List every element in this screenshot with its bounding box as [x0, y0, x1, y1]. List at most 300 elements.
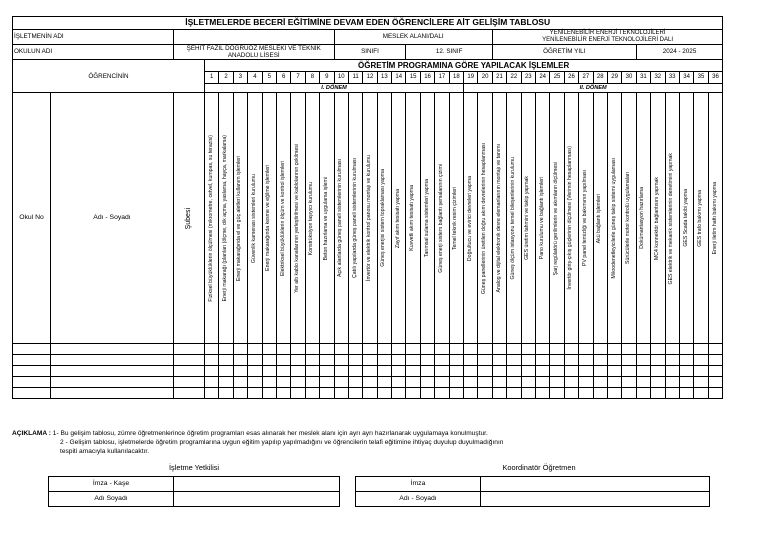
- skill-label: Enerji iletim hattı bakımı yapma: [711, 182, 718, 255]
- skill-header: [636, 93, 650, 344]
- skill-cell[interactable]: [564, 366, 578, 377]
- skill-cell[interactable]: [291, 366, 305, 377]
- skill-label: Yer altı kablo kanallarının yerleştirilmesi ve kablolarının çekilmesi: [294, 143, 301, 293]
- skill-cell[interactable]: [507, 388, 521, 399]
- program-label: ÖĞRETİM PROGRAMINA GÖRE YAPILACAK İŞLEMLER: [205, 60, 723, 72]
- skill-cell[interactable]: [708, 366, 723, 377]
- skill-cell[interactable]: [248, 377, 262, 388]
- skill-cell[interactable]: [392, 388, 406, 399]
- skill-cell[interactable]: [507, 344, 521, 355]
- skill-cell[interactable]: [320, 377, 334, 388]
- skill-cell[interactable]: [636, 355, 650, 366]
- skill-cell[interactable]: [205, 377, 219, 388]
- skill-cell[interactable]: [535, 377, 549, 388]
- skill-cell[interactable]: [708, 355, 723, 366]
- skill-header: [708, 93, 723, 344]
- skill-number: 11: [348, 72, 362, 84]
- development-table: [12, 16, 723, 399]
- skill-cell[interactable]: [205, 366, 219, 377]
- skill-cell[interactable]: [435, 355, 449, 366]
- skill-label: Doğrultucu ve evirici devreleri yapma: [466, 175, 473, 261]
- skill-cell[interactable]: [492, 366, 506, 377]
- skill-cell[interactable]: [392, 366, 406, 377]
- skill-header: [651, 93, 665, 344]
- skill-label: Şarj regülatörü gerilimlerin ve akımların ölçülmesi: [553, 161, 560, 275]
- skill-header: [420, 93, 434, 344]
- note-line2: 2 - Gelişim tablosu, işletmelerde öğretim programlarına uygun eğitim yapılıp yapılmadığını ve öğrencilerin telafi eğitimine ihtiyaç duyulup duyulmadığının: [60, 438, 504, 446]
- skill-cell[interactable]: [219, 355, 233, 366]
- skill-cell[interactable]: [665, 344, 679, 355]
- skill-cell[interactable]: [694, 344, 708, 355]
- skill-number: 29: [607, 72, 621, 84]
- skill-cell[interactable]: [651, 344, 665, 355]
- skill-cell[interactable]: [521, 388, 535, 399]
- skill-cell[interactable]: [478, 366, 492, 377]
- skill-cell[interactable]: [651, 366, 665, 377]
- skill-label: Tarımsal sulama sistemleri yapma: [423, 179, 430, 258]
- skill-number: 19: [464, 72, 478, 84]
- isletme-ad-field[interactable]: [174, 492, 340, 507]
- skill-cell[interactable]: [377, 377, 391, 388]
- skill-cell[interactable]: [636, 344, 650, 355]
- skill-cell[interactable]: [535, 366, 549, 377]
- skill-header: [679, 93, 693, 344]
- skill-cell[interactable]: [334, 344, 348, 355]
- skill-cell[interactable]: [535, 355, 549, 366]
- skill-cell[interactable]: [363, 355, 377, 366]
- koordinator-signature-table: [355, 476, 710, 507]
- meslek-alani-label: MESLEK ALANI/DALI: [334, 30, 492, 45]
- skill-label: Pano kurulumu ve bağlantı işlemleri: [538, 177, 545, 260]
- skill-header: [205, 93, 219, 344]
- skill-cell[interactable]: [708, 388, 723, 399]
- skill-cell[interactable]: [535, 388, 549, 399]
- skill-cell[interactable]: [420, 377, 434, 388]
- sube-cell[interactable]: [174, 344, 205, 355]
- skill-cell[interactable]: [219, 377, 233, 388]
- okul-value: ŞEHİT FAZIL DOĞRUÖZ MESLEKİ VE TEKNİK ANADOLU LİSESİ: [174, 44, 335, 59]
- skill-cell[interactable]: [679, 388, 693, 399]
- skill-header: [262, 93, 276, 344]
- skill-cell[interactable]: [219, 388, 233, 399]
- skill-cell[interactable]: [492, 344, 506, 355]
- skill-number: 18: [449, 72, 463, 84]
- skill-header: [406, 93, 420, 344]
- skill-header: [449, 93, 463, 344]
- skill-cell[interactable]: [262, 355, 276, 366]
- skill-cell[interactable]: [233, 366, 247, 377]
- skill-cell[interactable]: [320, 355, 334, 366]
- meslek-alani-line1: YENİLENEBİLİR ENERJİ TEKNOLOJİLERİ: [549, 30, 666, 36]
- skill-header: [694, 93, 708, 344]
- skill-cell[interactable]: [305, 388, 319, 399]
- skill-number: 14: [392, 72, 406, 84]
- skill-cell[interactable]: [579, 366, 593, 377]
- skill-cell[interactable]: [406, 344, 420, 355]
- skill-label: İnvertör ve elektrik kontrol panosu montajı ve kurulumu: [366, 155, 372, 282]
- skill-number: 20: [478, 72, 492, 84]
- skill-label: PV panel temizliği ve bakımının yapılması: [581, 170, 588, 267]
- skill-cell[interactable]: [636, 377, 650, 388]
- skill-cell[interactable]: [535, 344, 549, 355]
- okul-no-cell[interactable]: [13, 355, 51, 366]
- subesi-label: Şubesi: [184, 207, 192, 229]
- skill-cell[interactable]: [406, 388, 420, 399]
- sube-cell[interactable]: [174, 355, 205, 366]
- skill-cell[interactable]: [564, 388, 578, 399]
- skill-cell[interactable]: [593, 366, 607, 377]
- skill-cell[interactable]: [665, 366, 679, 377]
- skill-header: [348, 93, 362, 344]
- skill-cell[interactable]: [377, 388, 391, 399]
- skill-cell[interactable]: [579, 377, 593, 388]
- skill-cell[interactable]: [607, 355, 621, 366]
- student-row: [13, 355, 723, 366]
- skill-number: 22: [507, 72, 521, 84]
- skill-label: Zayıf akım tesisatı yapma: [394, 188, 401, 248]
- skill-number: 16: [420, 72, 434, 84]
- isletme-imza-field[interactable]: [174, 477, 340, 492]
- skill-cell[interactable]: [435, 344, 449, 355]
- skill-cell[interactable]: [420, 366, 434, 377]
- skill-cell[interactable]: [651, 388, 665, 399]
- note-line3: tespiti amacıyla kullanılacaktır.: [60, 447, 150, 455]
- skill-cell[interactable]: [276, 377, 290, 388]
- skill-cell[interactable]: [291, 355, 305, 366]
- skill-cell[interactable]: [492, 355, 506, 366]
- skill-cell[interactable]: [449, 388, 463, 399]
- skill-header: [464, 93, 478, 344]
- ad-soyad-cell[interactable]: [51, 388, 174, 399]
- skill-cell[interactable]: [377, 344, 391, 355]
- skill-number: 3: [233, 72, 247, 84]
- skill-number: 4: [248, 72, 262, 84]
- okul-no-cell[interactable]: [13, 366, 51, 377]
- skill-cell[interactable]: [507, 377, 521, 388]
- skill-number: 10: [334, 72, 348, 84]
- skill-cell[interactable]: [305, 344, 319, 355]
- skill-cell[interactable]: [622, 344, 636, 355]
- skill-cell[interactable]: [550, 344, 564, 355]
- skill-label: MC4 konnektör bağlantısını yapmak: [653, 176, 660, 260]
- skill-cell[interactable]: [507, 366, 521, 377]
- skill-cell[interactable]: [233, 344, 247, 355]
- skill-number: 34: [679, 72, 693, 84]
- skill-label: Açık alanlarda güneş paneli sistemlerinin kurulması: [337, 159, 344, 278]
- skill-header: [521, 93, 535, 344]
- skill-cell[interactable]: [679, 377, 693, 388]
- koordinator-imza-field[interactable]: [481, 477, 710, 492]
- skill-cell[interactable]: [694, 377, 708, 388]
- skill-cell[interactable]: [449, 377, 463, 388]
- skill-cell[interactable]: [435, 377, 449, 388]
- skill-cell[interactable]: [392, 377, 406, 388]
- skill-label: Güneş panellerinin üretilen doğru akım devrelerinin hesaplanması: [481, 142, 488, 294]
- skill-cell[interactable]: [205, 355, 219, 366]
- ad-soyad-cell[interactable]: [51, 377, 174, 388]
- skill-cell[interactable]: [435, 366, 449, 377]
- skill-cell[interactable]: [377, 366, 391, 377]
- skill-cell[interactable]: [248, 388, 262, 399]
- skill-number: 30: [622, 72, 636, 84]
- skill-cell[interactable]: [708, 377, 723, 388]
- skill-label: Mikrodenetleyicilerle güneş takip sistemi uygulaması: [610, 157, 617, 279]
- skill-cell[interactable]: [708, 344, 723, 355]
- skill-cell[interactable]: [320, 344, 334, 355]
- skill-number: 6: [276, 72, 290, 84]
- skill-cell[interactable]: [665, 355, 679, 366]
- skill-cell[interactable]: [607, 344, 621, 355]
- skill-cell[interactable]: [464, 355, 478, 366]
- koordinator-ad-field[interactable]: [481, 492, 710, 507]
- skill-cell[interactable]: [579, 355, 593, 366]
- skill-cell[interactable]: [435, 388, 449, 399]
- skill-cell[interactable]: [420, 388, 434, 399]
- skill-header: [507, 93, 521, 344]
- skill-header: [320, 93, 334, 344]
- note-block: [12, 430, 752, 457]
- skill-number: 13: [377, 72, 391, 84]
- skill-cell[interactable]: [262, 344, 276, 355]
- isletme-value[interactable]: [174, 30, 335, 45]
- skill-cell[interactable]: [550, 388, 564, 399]
- skill-cell[interactable]: [665, 388, 679, 399]
- skill-cell[interactable]: [348, 388, 362, 399]
- skill-cell[interactable]: [622, 355, 636, 366]
- skill-label: GES trafo bakımı yapma: [696, 189, 703, 247]
- skill-label: Güneş enerji sistem bağlantı şemalarının çizimi: [437, 163, 444, 273]
- skill-number: 32: [651, 72, 665, 84]
- skill-label: Temel teknik resim çizimleri: [452, 186, 459, 250]
- skill-cell[interactable]: [478, 344, 492, 355]
- donem-2-label: II. DÖNEM: [464, 84, 723, 93]
- skill-number: 9: [320, 72, 334, 84]
- skill-cell[interactable]: [564, 377, 578, 388]
- skill-cell[interactable]: [492, 377, 506, 388]
- skill-cell[interactable]: [305, 377, 319, 388]
- student-row: [13, 344, 723, 355]
- skill-cell[interactable]: [262, 366, 276, 377]
- skill-label: GES Scada takibi yapma: [682, 189, 689, 248]
- skill-number: 5: [262, 72, 276, 84]
- isletme-imza-label: İmza - Kaşe: [49, 477, 174, 492]
- skill-header: [564, 93, 578, 344]
- skill-cell[interactable]: [363, 344, 377, 355]
- skill-cell[interactable]: [348, 377, 362, 388]
- skill-cell[interactable]: [392, 355, 406, 366]
- skill-header: [377, 93, 391, 344]
- skill-cell[interactable]: [233, 377, 247, 388]
- skill-cell[interactable]: [276, 388, 290, 399]
- skill-cell[interactable]: [363, 388, 377, 399]
- skill-cell[interactable]: [651, 377, 665, 388]
- skill-cell[interactable]: [276, 366, 290, 377]
- skill-header: [233, 93, 247, 344]
- skill-cell[interactable]: [694, 388, 708, 399]
- skill-cell[interactable]: [694, 355, 708, 366]
- skill-cell[interactable]: [276, 344, 290, 355]
- isletme-yetkilisi-title: İşletme Yetkilisi: [168, 463, 220, 472]
- skill-label: GES elektrik ve mekanik sistemlerinin denetimini yapmak: [668, 152, 675, 284]
- skill-cell[interactable]: [205, 344, 219, 355]
- donem-1-label: I. DÖNEM: [205, 84, 464, 93]
- skill-cell[interactable]: [420, 355, 434, 366]
- skill-cell[interactable]: [406, 366, 420, 377]
- skill-cell[interactable]: [550, 366, 564, 377]
- skill-cell[interactable]: [593, 377, 607, 388]
- ad-soyad-cell[interactable]: [51, 355, 174, 366]
- skill-cell[interactable]: [233, 355, 247, 366]
- skill-cell[interactable]: [248, 355, 262, 366]
- isletme-signature-table: [48, 476, 340, 507]
- skill-cell[interactable]: [276, 355, 290, 366]
- okul-no-cell[interactable]: [13, 377, 51, 388]
- sube-cell[interactable]: [174, 377, 205, 388]
- skill-cell[interactable]: [636, 388, 650, 399]
- skill-cell[interactable]: [464, 388, 478, 399]
- skill-cell[interactable]: [291, 377, 305, 388]
- meslek-alani-value: [492, 30, 723, 45]
- skill-cell[interactable]: [406, 377, 420, 388]
- skill-cell[interactable]: [205, 388, 219, 399]
- ad-soyad-cell[interactable]: [51, 344, 174, 355]
- skill-cell[interactable]: [363, 366, 377, 377]
- skill-cell[interactable]: [305, 366, 319, 377]
- skill-header: [607, 93, 621, 344]
- skill-number: 28: [593, 72, 607, 84]
- skill-label: İnvertör giriş-çıkış güçlerinin ölçülmesi (Verimin hesaplanması): [567, 146, 574, 291]
- skill-cell[interactable]: [420, 344, 434, 355]
- skill-cell[interactable]: [564, 355, 578, 366]
- skill-cell[interactable]: [363, 377, 377, 388]
- skill-cell[interactable]: [449, 355, 463, 366]
- skill-cell[interactable]: [464, 377, 478, 388]
- skill-cell[interactable]: [622, 377, 636, 388]
- skill-cell[interactable]: [449, 344, 463, 355]
- skill-cell[interactable]: [521, 355, 535, 366]
- skill-cell[interactable]: [521, 377, 535, 388]
- subesi-header: [174, 93, 205, 344]
- skill-cell[interactable]: [464, 344, 478, 355]
- skill-header: [593, 93, 607, 344]
- skill-cell[interactable]: [348, 366, 362, 377]
- skill-cell[interactable]: [392, 344, 406, 355]
- skill-cell[interactable]: [622, 388, 636, 399]
- skill-cell[interactable]: [248, 344, 262, 355]
- skill-cell[interactable]: [550, 355, 564, 366]
- skill-cell[interactable]: [579, 388, 593, 399]
- sinif-label: SINIFI: [334, 44, 406, 59]
- skill-cell[interactable]: [262, 377, 276, 388]
- okul-no-cell[interactable]: [13, 344, 51, 355]
- skill-header: [392, 93, 406, 344]
- skill-cell[interactable]: [334, 388, 348, 399]
- skill-header: [363, 93, 377, 344]
- ad-soyad-cell[interactable]: [51, 366, 174, 377]
- skill-cell[interactable]: [607, 377, 621, 388]
- okul-no-cell[interactable]: [13, 388, 51, 399]
- skill-cell[interactable]: [521, 366, 535, 377]
- skill-cell[interactable]: [334, 355, 348, 366]
- ad-soyad-label: Adı - Soyadı: [51, 93, 174, 344]
- skill-cell[interactable]: [291, 388, 305, 399]
- skill-cell[interactable]: [636, 366, 650, 377]
- skill-number: 12: [363, 72, 377, 84]
- skill-cell[interactable]: [507, 355, 521, 366]
- skill-cell[interactable]: [320, 388, 334, 399]
- skill-header: [219, 93, 233, 344]
- skill-cell[interactable]: [607, 366, 621, 377]
- skill-number: 8: [305, 72, 319, 84]
- skill-cell[interactable]: [478, 377, 492, 388]
- skill-label: Kuvvetli akım tesisatı yapma: [409, 185, 416, 252]
- skill-cell[interactable]: [593, 344, 607, 355]
- skill-cell[interactable]: [291, 344, 305, 355]
- skill-cell[interactable]: [679, 366, 693, 377]
- skill-cell[interactable]: [233, 388, 247, 399]
- skill-cell[interactable]: [478, 388, 492, 399]
- skill-cell[interactable]: [248, 366, 262, 377]
- skill-cell[interactable]: [219, 366, 233, 377]
- skill-label: Konstrüksiyon taşıyıcı kurulumu: [308, 181, 315, 255]
- skill-cell[interactable]: [334, 377, 348, 388]
- sube-cell[interactable]: [174, 366, 205, 377]
- skill-cell[interactable]: [607, 388, 621, 399]
- skill-label: Dokümantasyon hazırlama: [639, 187, 646, 250]
- page-title: İŞLETMELERDE BECERİ EĞİTİMİNE DEVAM EDEN ÖĞRENCİLERE AİT GELİŞİM TABLOSU: [13, 17, 723, 30]
- skill-cell[interactable]: [320, 366, 334, 377]
- skill-cell[interactable]: [665, 377, 679, 388]
- ogretim-yili-label: ÖĞRETİM YILI: [492, 44, 636, 59]
- skill-cell[interactable]: [622, 366, 636, 377]
- skill-cell[interactable]: [593, 388, 607, 399]
- skill-cell[interactable]: [651, 355, 665, 366]
- skill-cell[interactable]: [464, 366, 478, 377]
- skill-cell[interactable]: [679, 355, 693, 366]
- skill-label: Sürücülerle motor kontrolü uygulamaları: [625, 172, 632, 265]
- skill-cell[interactable]: [521, 344, 535, 355]
- okul-no-label: Okul No: [13, 93, 51, 344]
- skill-cell[interactable]: [348, 344, 362, 355]
- skill-header: [291, 93, 305, 344]
- skill-cell[interactable]: [593, 355, 607, 366]
- skill-header: [535, 93, 549, 344]
- skill-cell[interactable]: [377, 355, 391, 366]
- skill-cell[interactable]: [492, 388, 506, 399]
- skill-cell[interactable]: [478, 355, 492, 366]
- skill-cell[interactable]: [694, 366, 708, 377]
- skill-cell[interactable]: [348, 355, 362, 366]
- skill-header: [276, 93, 290, 344]
- skill-header: [579, 93, 593, 344]
- skill-label: Çatılı yapılarda güneş paneli sistemlerinin kurulması: [351, 158, 358, 279]
- skill-cell[interactable]: [564, 344, 578, 355]
- skill-number: 21: [492, 72, 506, 84]
- skill-cell[interactable]: [219, 344, 233, 355]
- skill-number: 27: [579, 72, 593, 84]
- skill-cell[interactable]: [262, 388, 276, 399]
- sinif-value: 12. SINIF: [406, 44, 492, 59]
- sube-cell[interactable]: [174, 388, 205, 399]
- skill-cell[interactable]: [334, 366, 348, 377]
- skill-cell[interactable]: [305, 355, 319, 366]
- skill-cell[interactable]: [406, 355, 420, 366]
- skill-cell[interactable]: [679, 344, 693, 355]
- student-row: [13, 366, 723, 377]
- skill-cell[interactable]: [579, 344, 593, 355]
- skill-cell[interactable]: [550, 377, 564, 388]
- skill-cell[interactable]: [449, 366, 463, 377]
